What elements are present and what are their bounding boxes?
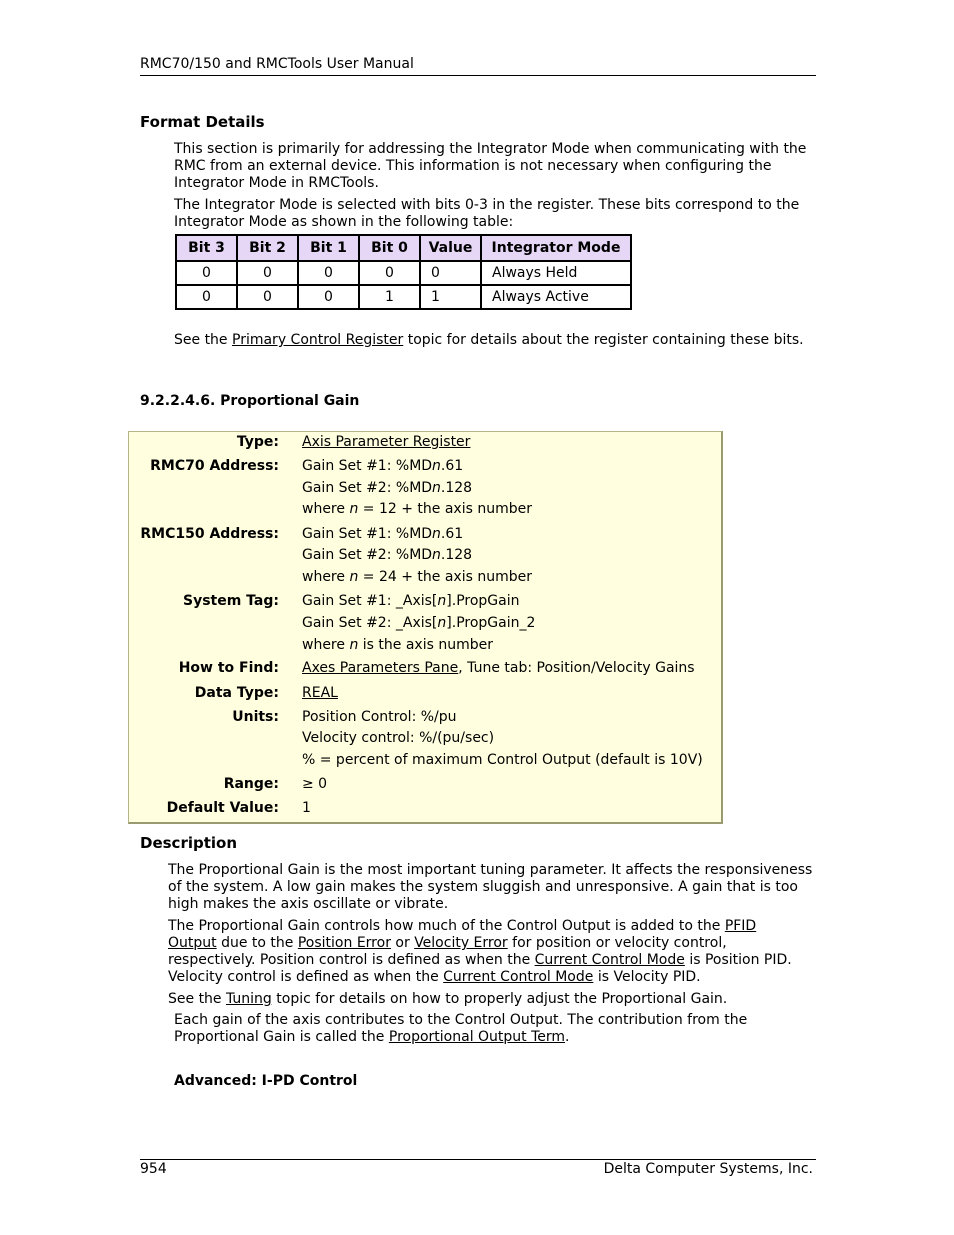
system-tag-line-1: Gain Set #1: _Axis[n].PropGain bbox=[302, 593, 520, 609]
format-details-heading: Format Details bbox=[140, 113, 265, 131]
real-data-type-link[interactable]: REAL bbox=[302, 685, 338, 701]
how-to-find-value: Axes Parameters Pane, Tune tab: Position/Velocity Gains bbox=[302, 660, 695, 676]
description-heading: Description bbox=[140, 834, 238, 852]
rmc150-address-label: RMC150 Address: bbox=[140, 526, 279, 542]
running-header: RMC70/150 and RMCTools User Manual bbox=[140, 56, 414, 72]
units-label: Units: bbox=[232, 709, 279, 725]
system-tag-label: System Tag: bbox=[182, 593, 279, 609]
table-cell: 0 bbox=[420, 261, 481, 285]
table-row bbox=[176, 261, 631, 285]
system-tag-line-2: Gain Set #2: _Axis[n].PropGain_2 bbox=[302, 615, 536, 631]
range-label: Range: bbox=[223, 776, 279, 792]
table-row bbox=[176, 285, 631, 309]
page-number: 954 bbox=[140, 1161, 167, 1177]
column-header: Bit 2 bbox=[237, 235, 298, 261]
units-line-3: % = percent of maximum Control Output (default is 10V) bbox=[302, 752, 703, 768]
rmc70-address-line-1: Gain Set #1: %MDn.61 bbox=[302, 458, 464, 474]
rmc150-address-line-2: Gain Set #2: %MDn.128 bbox=[302, 547, 473, 563]
pfid-output-link[interactable]: PFID bbox=[724, 918, 757, 934]
rmc70-address-line-3: where n = 12 + the axis number bbox=[302, 501, 532, 517]
column-header: Bit 1 bbox=[298, 235, 359, 261]
current-control-mode-link[interactable]: Current Control Mode bbox=[534, 952, 685, 968]
table-cell: 0 bbox=[176, 261, 237, 285]
pfid-output-link-continued[interactable]: Output bbox=[168, 935, 217, 951]
format-paragraph-2: The Integrator Mode is selected with bits 0-3 in the register. These bits correspond to the Integrator Mode as shown in the following table: bbox=[174, 197, 800, 230]
table-cell: 0 bbox=[237, 285, 298, 309]
default-value: 1 bbox=[302, 800, 311, 816]
table-cell: 1 bbox=[359, 285, 420, 309]
table-cell: 0 bbox=[298, 261, 359, 285]
tuning-link[interactable]: Tuning bbox=[226, 991, 272, 1007]
column-header: Bit 0 bbox=[359, 235, 420, 261]
default-value-label: Default Value: bbox=[166, 800, 279, 816]
axes-parameters-pane-link[interactable]: Axes Parameters Pane bbox=[302, 660, 459, 676]
table-cell: 0 bbox=[176, 285, 237, 309]
rmc70-address-line-2: Gain Set #2: %MDn.128 bbox=[302, 480, 473, 496]
footer-rule bbox=[140, 1159, 816, 1160]
table-cell: 0 bbox=[359, 261, 420, 285]
section-title: 9.2.2.4.6. Proportional Gain bbox=[140, 393, 360, 409]
description-paragraph-3: See the Tuning topic for details on how to properly adjust the Proportional Gain. bbox=[168, 991, 728, 1007]
see-primary-control-paragraph: See the Primary Control Register topic for details about the register containing these bits. bbox=[174, 332, 804, 348]
how-to-find-label: How to Find: bbox=[178, 660, 279, 676]
column-header: Bit 3 bbox=[176, 235, 237, 261]
velocity-error-link[interactable]: Velocity Error bbox=[414, 935, 508, 951]
column-header: Integrator Mode bbox=[481, 235, 631, 261]
footer-company: Delta Computer Systems, Inc. bbox=[603, 1161, 813, 1177]
units-line-1: Position Control: %/pu bbox=[302, 709, 457, 725]
type-label: Type: bbox=[236, 434, 279, 450]
rmc150-address-line-3: where n = 24 + the axis number bbox=[302, 569, 532, 585]
table-cell: 1 bbox=[420, 285, 481, 309]
proportional-output-term-link[interactable]: Proportional Output Term bbox=[388, 1029, 566, 1045]
position-error-link[interactable]: Position Error bbox=[297, 935, 391, 951]
range-value: ≥ 0 bbox=[302, 776, 328, 792]
header-rule bbox=[140, 75, 816, 76]
table-cell: 0 bbox=[237, 261, 298, 285]
description-paragraph-2: The Proportional Gain controls how much of the Control Output is added to the PFID Output due to the Position Error or Velocity Error for position or velocity control, respectively. Position control is defined as when the Current Control Mode is Position PID. Velocity control is defined as when the Current Control Mode is Velocity PID. bbox=[168, 918, 792, 985]
rmc150-address-line-1: Gain Set #1: %MDn.61 bbox=[302, 526, 464, 542]
rmc70-address-label: RMC70 Address: bbox=[150, 458, 279, 474]
system-tag-line-3: where n is the axis number bbox=[302, 637, 493, 653]
parameter-box bbox=[128, 431, 723, 824]
advanced-ipd-heading: Advanced: I-PD Control bbox=[174, 1073, 358, 1089]
column-header: Value bbox=[420, 235, 481, 261]
axis-parameter-register-link[interactable]: Axis Parameter Register bbox=[302, 434, 471, 450]
description-paragraph-4: Each gain of the axis contributes to the Control Output. The contribution from the Proportional Gain is called the Proportional Output Term. bbox=[174, 1012, 748, 1045]
table-cell: Always Active bbox=[481, 285, 631, 309]
table-header-row bbox=[176, 235, 631, 261]
table-cell: Always Held bbox=[481, 261, 631, 285]
description-paragraph-1: The Proportional Gain is the most important tuning parameter. It affects the responsiveness of the system. A low gain makes the system sluggish and unresponsive. A gain that is too high makes the axis oscillate or vibrate. bbox=[168, 862, 813, 912]
units-line-2: Velocity control: %/(pu/sec) bbox=[302, 730, 495, 746]
data-type-label: Data Type: bbox=[194, 685, 279, 701]
current-control-mode-link-2[interactable]: Current Control Mode bbox=[443, 969, 594, 985]
format-paragraph-1: This section is primarily for addressing the Integrator Mode when communicating with the RMC from an external device. This information is not necessary when configuring the Integrator Mode in RMCTools. bbox=[174, 141, 807, 191]
table-cell: 0 bbox=[298, 285, 359, 309]
integrator-mode-table bbox=[175, 234, 632, 310]
primary-control-register-link[interactable]: Primary Control Register bbox=[232, 332, 404, 348]
